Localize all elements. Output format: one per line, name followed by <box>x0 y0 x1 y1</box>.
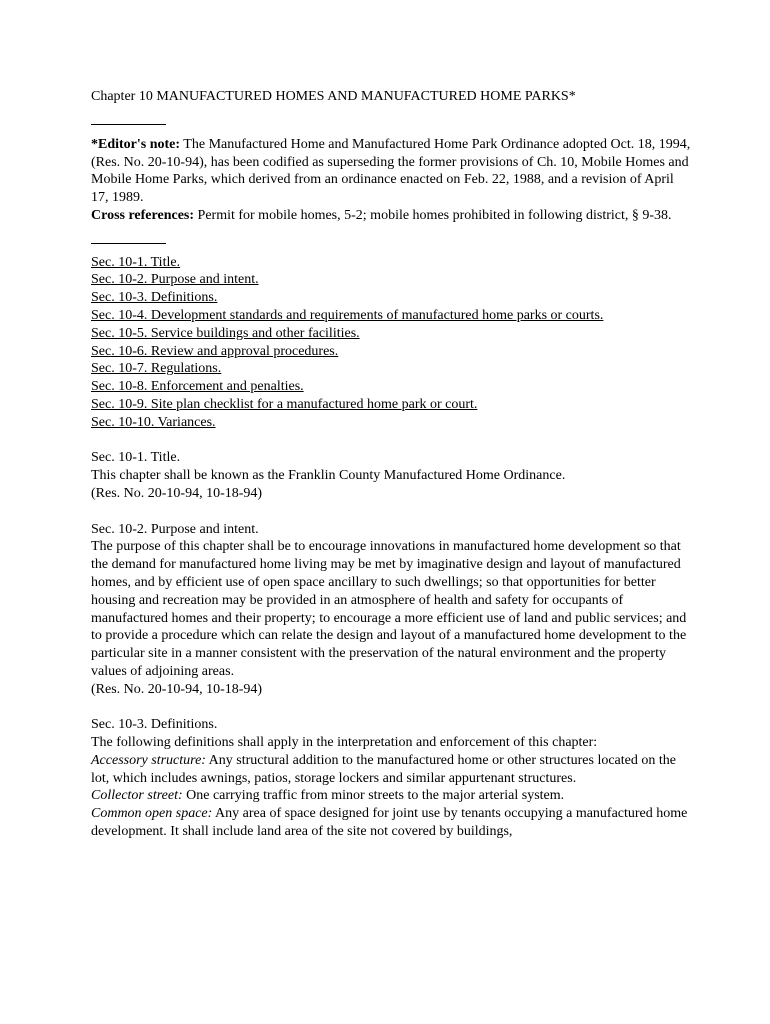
toc-link-sec-10-4[interactable]: Sec. 10-4. Development standards and requirements of manufactured home parks or courts. <box>91 307 604 323</box>
document-page <box>91 88 691 841</box>
cross-references <box>91 207 691 225</box>
section-history: (Res. No. 20-10-94, 10-18-94) <box>91 485 263 501</box>
section-10-1 <box>91 449 691 502</box>
toc-link-sec-10-10[interactable]: Sec. 10-10. Variances. <box>91 414 216 430</box>
toc-link-sec-10-3[interactable]: Sec. 10-3. Definitions. <box>91 290 218 306</box>
section-heading: Sec. 10-2. Purpose and intent. <box>91 521 259 537</box>
toc-link-sec-10-7[interactable]: Sec. 10-7. Regulations. <box>91 361 222 377</box>
section-history: (Res. No. 20-10-94, 10-18-94) <box>91 681 263 697</box>
definition-term: Common open space: <box>91 806 213 822</box>
cross-references-label: Cross references: <box>91 207 195 223</box>
definition-text: Any area of space designed for joint use by tenants occupying a manufactured home development. It shall include land area of the site not covered by buildings, <box>91 806 688 840</box>
footnote-rule <box>91 124 166 125</box>
definition-item <box>91 752 691 788</box>
toc-link-sec-10-5[interactable]: Sec. 10-5. Service buildings and other facilities. <box>91 325 360 341</box>
table-of-contents <box>91 254 691 432</box>
section-heading: Sec. 10-1. Title. <box>91 450 181 466</box>
toc-rule <box>91 243 166 244</box>
editors-note-label: *Editor's note: <box>91 136 181 152</box>
definition-item <box>91 805 691 841</box>
section-10-3 <box>91 716 691 841</box>
definition-term: Collector street: <box>91 788 183 804</box>
definition-item <box>91 787 691 805</box>
definition-text: Any structural addition to the manufactured home or other structures located on the lot, which includes awnings, patios, storage lockers and similar appurtenant structures. <box>91 752 676 786</box>
cross-references-text: Permit for mobile homes, 5-2; mobile homes prohibited in following district, § 9-38. <box>194 207 672 223</box>
editors-note-text: The Manufactured Home and Manufactured Home Park Ordinance adopted Oct. 18, 1994, (Res. No. 20-10-94), has been codified as superseding the former provisions of Ch. 10, Mobile Homes and Mobile Home Parks, which derived from an ordinance enacted on Feb. 22, 1988, and a revision of April 17, 1989. <box>91 136 691 206</box>
section-intro: The following definitions shall apply in the interpretation and enforcement of this chapter: <box>91 735 598 751</box>
toc-link-sec-10-6[interactable]: Sec. 10-6. Review and approval procedures. <box>91 343 339 359</box>
editors-note <box>91 136 691 207</box>
section-body: The purpose of this chapter shall be to encourage innovations in manufactured home development so that the demand for manufactured home living may be met by imaginative design and layout of manufactured homes, and by efficient use of open space ancillary to such dwellings; so that opportunities for better housing and recreation may be provided in an atmosphere of health and safety for occupants of manufactured homes and their property; to encourage a more efficient use of land and public services; and to provide a procedure which can relate the design and layout of a manufactured home development to the particular site in a manner consistent with the preservation of the natural environment and the property values of adjoining areas. <box>91 539 687 679</box>
toc-link-sec-10-9[interactable]: Sec. 10-9. Site plan checklist for a manufactured home park or court. <box>91 396 478 412</box>
toc-link-sec-10-8[interactable]: Sec. 10-8. Enforcement and penalties. <box>91 379 304 395</box>
section-10-2 <box>91 521 691 699</box>
toc-link-sec-10-1[interactable]: Sec. 10-1. Title. <box>91 254 181 270</box>
definition-term: Accessory structure: <box>91 752 206 768</box>
section-heading: Sec. 10-3. Definitions. <box>91 717 218 733</box>
chapter-title: Chapter 10 MANUFACTURED HOMES AND MANUFACTURED HOME PARKS* <box>91 89 576 104</box>
definition-text: One carrying traffic from minor streets to the major arterial system. <box>182 788 565 804</box>
section-body: This chapter shall be known as the Franklin County Manufactured Home Ordinance. <box>91 468 566 484</box>
toc-link-sec-10-2[interactable]: Sec. 10-2. Purpose and intent. <box>91 272 259 288</box>
